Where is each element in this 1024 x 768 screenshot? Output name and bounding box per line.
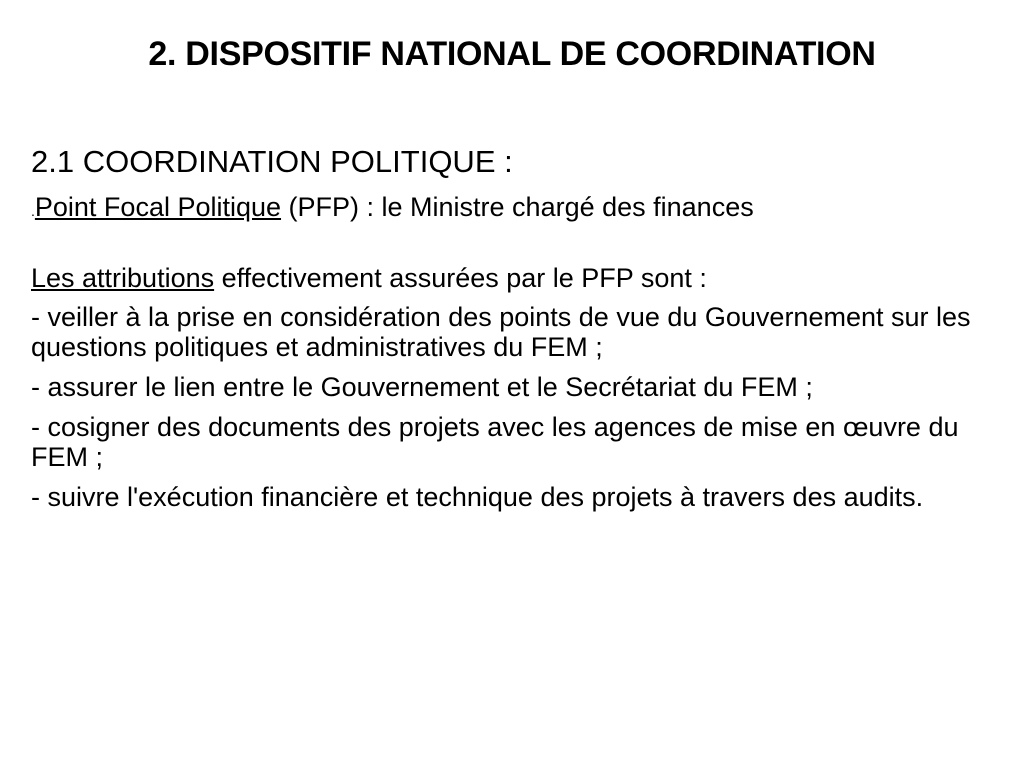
focal-point-description: (PFP) : le Ministre chargé des finances [281, 192, 754, 222]
section-heading: 2.1 COORDINATION POLITIQUE : [31, 144, 513, 179]
focal-point-prefix: . [31, 203, 35, 219]
bullet-item: - veiller à la prise en considération des points de vue du Gouvernement sur les questions politiques et administratives du FEM ; [31, 302, 971, 362]
attributions-description: effectivement assurées par le PFP sont : [214, 263, 707, 293]
slide-body [31, 142, 991, 512]
focal-point-line [31, 192, 991, 226]
slide-title: 2. DISPOSITIF NATIONAL DE COORDINATION [148, 35, 876, 73]
bullet-item: - assurer le lien entre le Gouvernement et le Secrétariat du FEM ; [31, 372, 813, 402]
attributions-term: Les attributions [31, 263, 215, 293]
focal-point-term: Point Focal Politique [34, 192, 282, 222]
bullet-item: - suivre l'exécution financière et technique des projets à travers des audits. [31, 482, 924, 512]
attributions-line [31, 263, 991, 293]
bullet-item: - cosigner des documents des projets avec les agences de mise en œuvre du FEM ; [31, 412, 959, 472]
